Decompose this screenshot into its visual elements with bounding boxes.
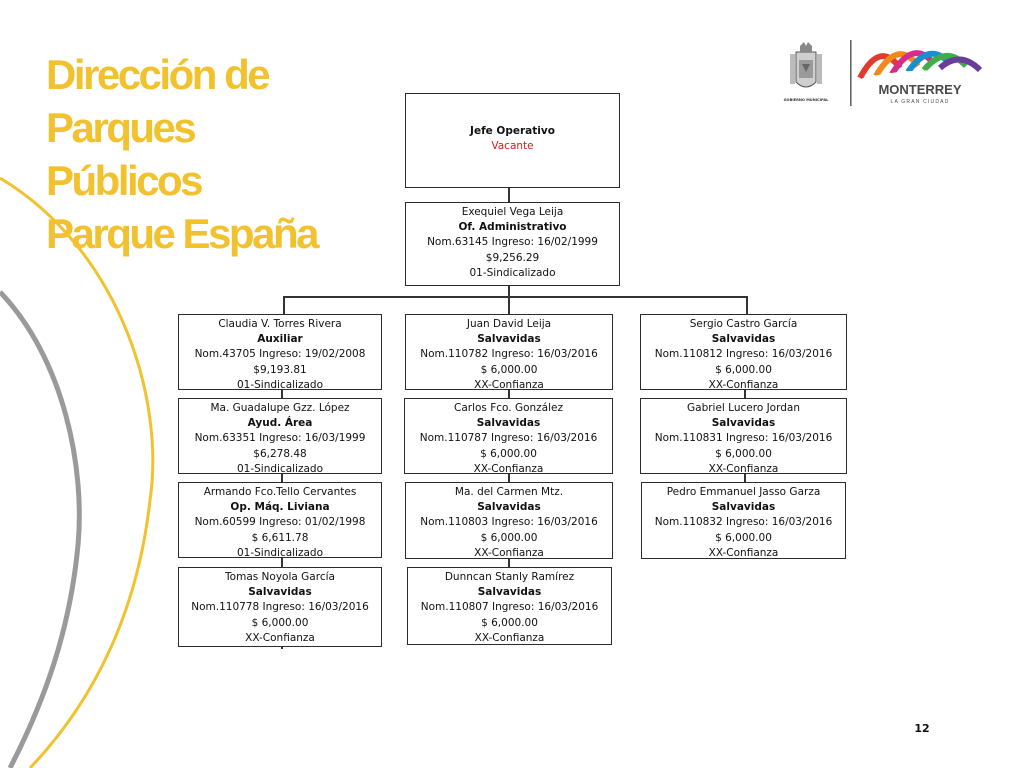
employee-type: XX-Confianza [474,546,544,559]
org-box-col3-2 [640,398,847,474]
employee-nom: Nom.110778 Ingreso: 16/03/2016 [191,601,369,614]
org-box-col2-4 [407,567,612,645]
admin-name: Exequiel Vega Leija [461,206,564,218]
employee-type: XX-Confianza [474,631,545,644]
logo-divider [850,40,852,106]
gray-arc [0,292,79,768]
employee-salary: $9,193.81 [253,363,307,376]
org-box-col3-3 [641,482,846,559]
employee-nom: Nom.110803 Ingreso: 16/03/2016 [420,516,598,529]
org-box-col3-1 [640,314,847,390]
jefe-role: Jefe Operativo [470,125,555,137]
employee-name: Gabriel Lucero Jordan [687,402,800,414]
employee-nom: Nom.63351 Ingreso: 16/03/1999 [194,432,366,445]
employee-salary: $ 6,000.00 [251,616,309,629]
employee-type: 01-Sindicalizado [236,462,324,474]
page-number: 12 [914,722,930,735]
org-box-col1-4 [178,567,382,647]
admin-type: 01-Sindicalizado [469,266,556,279]
employee-nom: Nom.110812 Ingreso: 16/03/2016 [654,348,833,361]
employee-nom: Nom.60599 Ingreso: 01/02/1998 [194,516,366,529]
employee-nom: Nom.110787 Ingreso: 16/03/2016 [419,432,598,445]
employee-name: Tomas Noyola García [225,571,335,583]
logo-city-name: MONTERREY [878,82,962,97]
employee-name: Juan David Leija [466,318,552,330]
logo-area [780,38,990,110]
title-line-4: Parque España [46,210,317,257]
employee-role: Salvavidas [711,501,776,514]
employee-type: 01-Sindicalizado [236,546,324,558]
seal-caption: GOBIERNO MUNICIPAL [783,98,829,102]
org-box-col2-1 [405,314,613,390]
connector-col1-down [283,296,285,315]
monterrey-logo [860,53,980,105]
title-line-1: Dirección de [46,51,269,98]
connector-col2-down [508,296,510,315]
employee-name: Sergio Castro García [689,318,798,330]
title-line-3: Públicos [46,157,202,204]
admin-salary: $9,256.29 [485,251,540,264]
connector-jefe-admin [508,187,510,203]
employee-salary: $ 6,000.00 [481,616,538,629]
employee-salary: $ 6,000.00 [715,363,772,376]
employee-nom: Nom.110831 Ingreso: 16/03/2016 [654,432,833,445]
employee-role: Salvavidas [477,586,542,599]
employee-type: XX-Confianza [245,631,315,644]
employee-salary: $ 6,000.00 [480,363,538,376]
admin-nom: Nom.63145 Ingreso: 16/02/1999 [427,236,598,249]
employee-role: Op. Máq. Liviana [230,501,330,514]
employee-nom: Nom.110782 Ingreso: 16/03/2016 [420,348,598,361]
employee-role: Auxiliar [257,333,303,346]
connector-col3-down [746,296,748,315]
employee-name: Pedro Emmanuel Jasso Garza [666,486,821,498]
employee-salary: $ 6,611.78 [251,531,309,544]
org-box-of-administrativo [405,202,620,286]
employee-name: Ma. del Carmen Mtz. [454,486,564,498]
employee-type: XX-Confianza [708,546,779,559]
connector-horizontal-bus [283,296,748,298]
employee-name: Dunncan Stanly Ramírez [444,571,575,583]
jefe-status: Vacante [491,140,534,153]
employee-name: Claudia V. Torres Rivera [218,318,342,330]
employee-nom: Nom.110832 Ingreso: 16/03/2016 [654,516,833,529]
employee-name: Ma. Guadalupe Gzz. López [210,402,350,414]
employee-role: Salvavidas [248,586,312,599]
employee-role: Salvavidas [711,333,776,346]
employee-role: Salvavidas [477,333,541,346]
employee-nom: Nom.110807 Ingreso: 16/03/2016 [420,601,599,614]
page-title [46,48,317,260]
employee-nom: Nom.43705 Ingreso: 19/02/2008 [194,348,366,361]
employee-role: Salvavidas [476,417,541,430]
employee-salary: $6,278.48 [253,447,307,460]
admin-role: Of. Administrativo [458,221,567,234]
employee-salary: $ 6,000.00 [480,447,537,460]
org-box-col2-3 [405,482,613,559]
employee-type: XX-Confianza [474,378,544,390]
employee-salary: $ 6,000.00 [715,531,772,544]
employee-name: Carlos Fco. González [453,402,563,414]
org-box-col1-3 [178,482,382,558]
employee-type: XX-Confianza [708,462,779,474]
employee-role: Salvavidas [477,501,541,514]
org-box-col1-2 [178,398,382,474]
employee-salary: $ 6,000.00 [715,447,772,460]
employee-type: 01-Sindicalizado [236,378,324,390]
employee-role: Salvavidas [711,417,776,430]
employee-role: Ayud. Área [247,417,313,430]
logo-tagline: LA GRAN CIUDAD [890,99,950,105]
employee-salary: $ 6,000.00 [480,531,538,544]
employee-name: Armando Fco.Tello Cervantes [203,486,357,498]
employee-type: XX-Confianza [473,462,544,474]
org-box-col2-2 [404,398,613,474]
org-box-jefe-operativo [405,93,620,188]
municipal-seal-logo [784,42,830,102]
org-box-col1-1 [178,314,382,390]
employee-type: XX-Confianza [708,378,779,390]
title-line-2: Parques [46,104,195,151]
